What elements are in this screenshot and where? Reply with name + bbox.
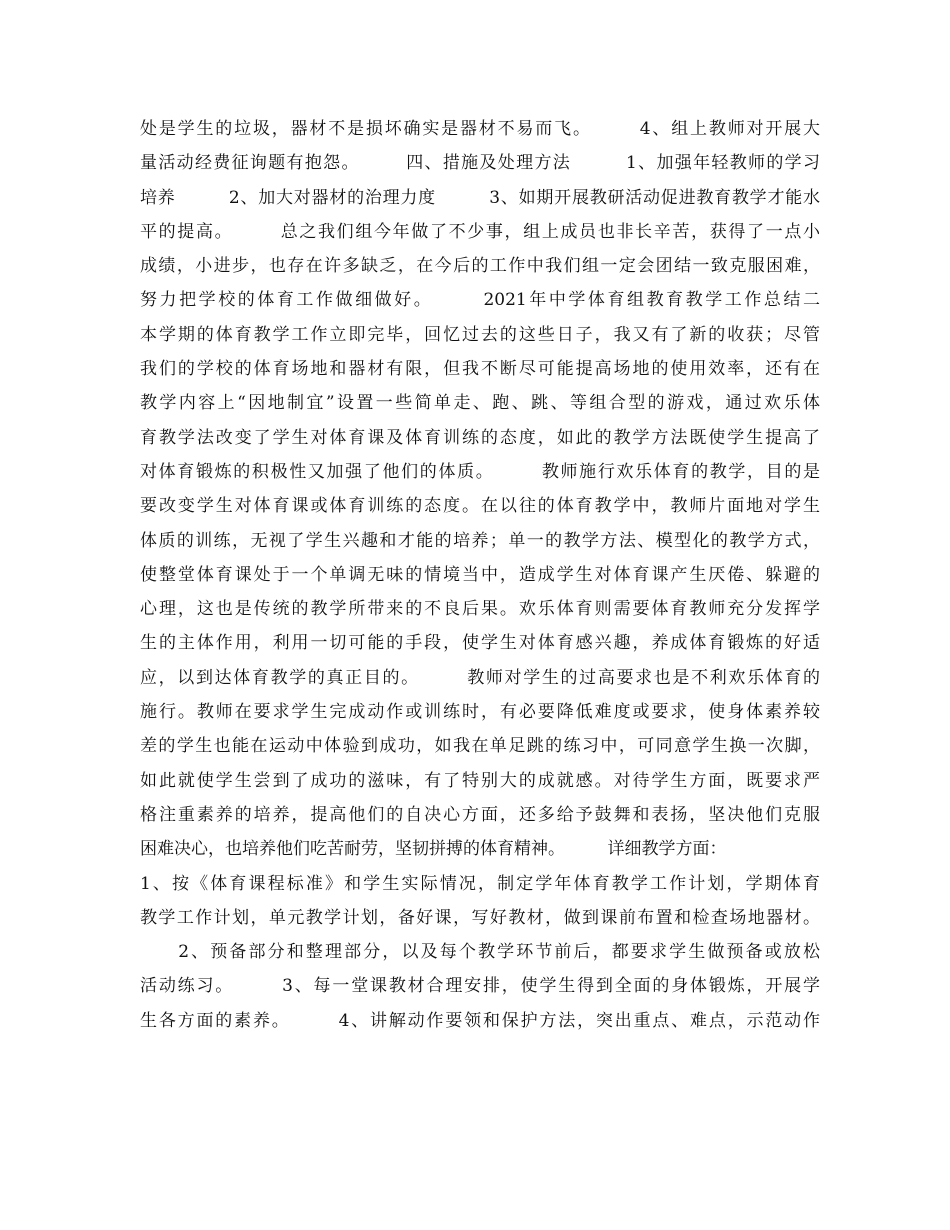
text-line: 要改变学生对体育课或体育训练的态度。在以往的体育教学中，教师片面地对学生 bbox=[140, 496, 820, 517]
text-line: 1、按《体育课程标准》和学生实际情况，制定学年体育教学工作计划，学期体育 bbox=[140, 873, 820, 894]
text-line: 培养 2、加大对器材的治理力度 3、如期开展教研活动促进教育教学才能水 bbox=[140, 187, 820, 208]
body-text bbox=[140, 112, 820, 1038]
text-line: 我们的学校的体育场地和器材有限，但我不断尽可能提高场地的使用效率，还有在 bbox=[140, 359, 820, 380]
text-line: 处是学生的垃圾，器材不是损坏确实是器材不易而飞。 4、组上教师对开展大 bbox=[140, 119, 820, 139]
text-line: 生的主体作用，利用一切可能的手段，使学生对体育感兴趣，养成体育锻炼的好适 bbox=[140, 633, 820, 654]
text-line: 教学内容上“因地制宜”设置一些简单走、跑、跳、等组合型的游戏，通过欢乐体 bbox=[140, 393, 820, 414]
text-line: 应，以到达体育教学的真正目的。 教师对学生的过高要求也是不利欢乐体育的 bbox=[140, 667, 820, 688]
text-line: 如此就使学生尝到了成功的滋味，有了特别大的成就感。对待学生方面，既要求严 bbox=[140, 770, 820, 791]
text-line: 心理，这也是传统的教学所带来的不良后果。欢乐体育则需要体育教师充分发挥学 bbox=[140, 599, 820, 620]
text-line: 格注重素养的培养，提高他们的自决心方面，还多给予鼓舞和表扬，坚决他们克服 bbox=[140, 804, 820, 825]
text-line: 2、预备部分和整理部分，以及每个教学环节前后，都要求学生做预备或放松 bbox=[140, 942, 820, 963]
text-line: 困难决心，也培养他们吃苦耐劳，坚韧拼搏的体育精神。 详细教学方面： bbox=[140, 839, 727, 860]
text-line: 体质的训练，无视了学生兴趣和才能的培养；单一的教学方法、模型化的教学方式， bbox=[140, 530, 820, 551]
text-line: 成绩，小进步，也存在许多缺乏，在今后的工作中我们组一定会团结一致克服困难， bbox=[140, 256, 820, 277]
text-line: 活动练习。 3、每一堂课教材合理安排，使学生得到全面的身体锻炼，开展学 bbox=[140, 976, 820, 997]
text-line: 量活动经费征询题有抱怨。 四、措施及处理方法 1、加强年轻教师的学习 bbox=[140, 153, 820, 174]
text-line: 使整堂体育课处于一个单调无味的情境当中，造成学生对体育课产生厌倦、躲避的 bbox=[140, 564, 820, 585]
text-line: 努力把学校的体育工作做细做好。 2021年中学体育组教育教学工作总结二 bbox=[140, 290, 820, 311]
text-line: 教学工作计划，单元教学计划，备好课，写好教材，做到课前布置和检查场地器材。 bbox=[140, 907, 820, 928]
text-line: 生各方面的素养。 4、讲解动作要领和保护方法，突出重点、难点，示范动作 bbox=[140, 1010, 820, 1031]
text-line: 平的提高。 总之我们组今年做了不少事，组上成员也非长辛苦，获得了一点小 bbox=[140, 221, 820, 242]
text-line: 育教学法改变了学生对体育课及体育训练的态度，如此的教学方法既使学生提高了 bbox=[140, 427, 820, 448]
text-line: 施行。教师在要求学生完成动作或训练时，有必要降低难度或要求，使身体素养较 bbox=[140, 702, 820, 723]
text-line: 本学期的体育教学工作立即完毕，回忆过去的这些日子，我又有了新的收获；尽管 bbox=[140, 324, 820, 345]
text-line: 对体育锻炼的积极性又加强了他们的体质。 教师施行欢乐体育的教学，目的是 bbox=[140, 461, 820, 482]
text-line: 差的学生也能在运动中体验到成功，如我在单足跳的练习中，可同意学生换一次脚， bbox=[140, 736, 820, 757]
